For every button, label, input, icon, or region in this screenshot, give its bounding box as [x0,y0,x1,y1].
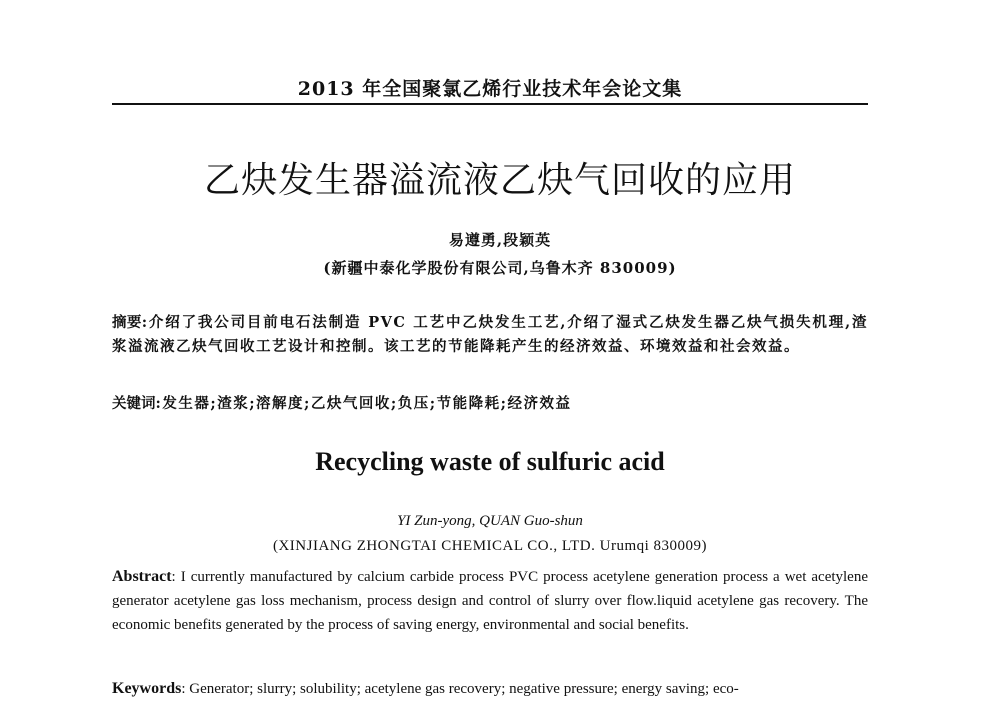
authors-en: YI Zun-yong, QUAN Guo-shun [397,513,583,529]
abstract-zh-text: :介绍了我公司目前电石法制造 PVC 工艺中乙炔发生工艺,介绍了湿式乙炔发生器乙炔气损失机理,渣浆溢流液乙炔气回收工艺设计和控制。该工艺的节能降耗产生的经济效益、环境效益和社会效益。 [112,314,868,355]
affiliation-en: (XINJIANG ZHONGTAI CHEMICAL CO., LTD. Urumqi 830009) [272,538,708,554]
keywords-en-text: : Generator; slurry; solubility; acetylene gas recovery; negative pressure; energy saving; eco- [181,681,739,697]
keywords-en-label: Keywords [112,680,182,697]
abstract-en-label: Abstract [112,568,172,585]
keywords-zh [112,392,868,416]
abstract-zh-label: 摘要 [112,315,142,331]
abstract-en-text: : I currently manufactured by calcium carbide process PVC process acetylene generation process a wet acetylene generator acetylene gas loss mechanism, process design and control of slurry over flow.liquid acetylene gas recovery. The economic benefits generated by the process of saving energy, environmental and social benefits. [112,569,868,633]
running-head: 2013 年全国聚氯乙烯行业技术年会论文集 [297,78,683,100]
title-en: Recycling waste of sulfuric acid [315,447,665,476]
keywords-en [112,677,868,701]
keywords-zh-text: :发生器;渣浆;溶解度;乙炔气回收;负压;节能降耗;经济效益 [155,395,572,412]
affiliation-zh: (新疆中泰化学股份有限公司,乌鲁木齐 830009) [323,259,677,277]
abstract-zh [112,311,868,358]
authors-zh: 易遵勇,段颖英 [448,231,552,249]
title-zh: 乙炔发生器溢流液乙炔气回收的应用 [203,160,796,201]
keywords-zh-label: 关键词 [112,396,156,412]
abstract-en [112,565,868,637]
header-rule [112,103,868,105]
